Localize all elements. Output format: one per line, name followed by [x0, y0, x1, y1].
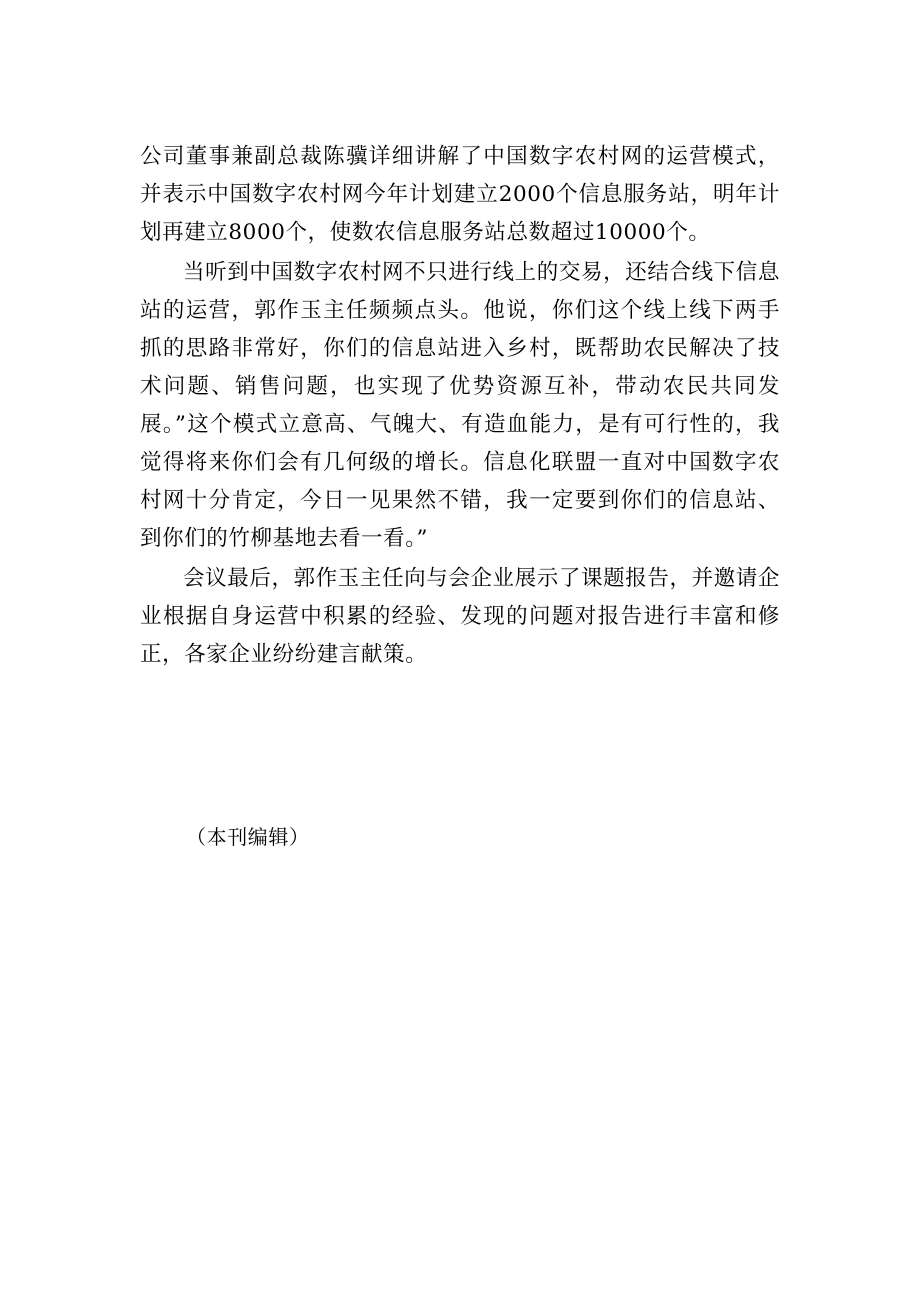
article-body: [140, 138, 780, 674]
paragraph-1: 公司董事兼副总裁陈骥详细讲解了中国数字农村网的运营模式，并表示中国数字农村网今年计划建立2000个信息服务站，明年计划再建立8000个，使数农信息服务站总数超过10000个。: [140, 144, 780, 245]
paragraph-2: 当听到中国数字农村网不只进行线上的交易，还结合线下信息站的运营，郭作玉主任频频点头。他说，你们这个线上线下两手抓的思路非常好，你们的信息站进入乡村，既帮助农民解决了技术问题、销售问题，也实现了优势资源互补，带动农民共同发展。”这个模式立意高、气魄大、有造血能力，是有可行性的，我觉得将来你们会有几何级的增长。信息化联盟一直对中国数字农村网十分肯定，今日一见果然不错，我一定要到你们的信息站、到你们的竹柳基地去看一看。”: [140, 260, 780, 551]
paragraph-3: 会议最后，郭作玉主任向与会企业展示了课题报告，并邀请企业根据自身运营中积累的经验、发现的问题对报告进行丰富和修正，各家企业纷纷建言献策。: [140, 566, 780, 667]
editor-note: （本刊编辑）: [186, 825, 310, 849]
